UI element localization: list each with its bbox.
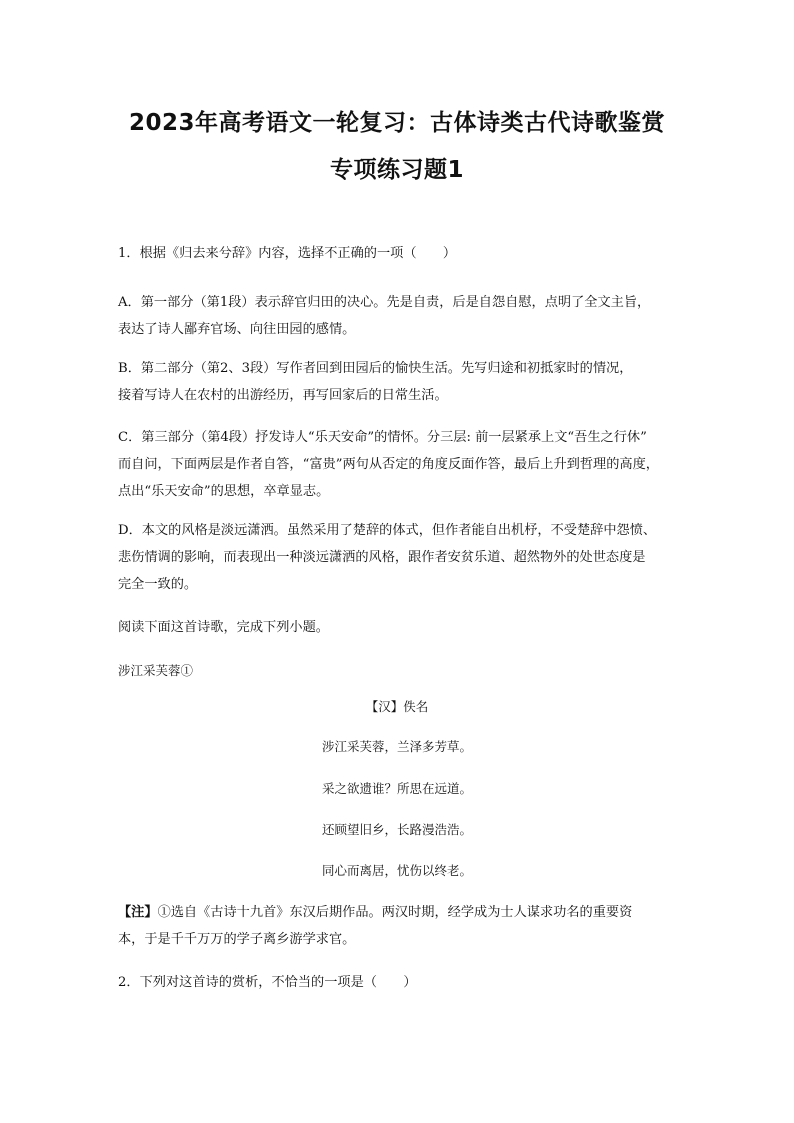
option-b-line: B．第二部分（第2、3段）写作者回到田园后的愉快生活。先写归途和初抵家时的情况， (118, 361, 633, 376)
option-d-line: D．本文的风格是淡远潇洒。虽然采用了楚辞的体式，但作者能自出机杼，不受楚辞中怨愤、 (118, 523, 657, 538)
option-c-line: 而自问，下面两层是作者自答，“富贵”两句从否定的角度反面作答，最后上升到哲理的高度， (118, 457, 659, 472)
option-d-line: 悲伤情调的影响，而表现出一种淡远潇洒的风格，跟作者安贫乐道、超然物外的处世态度是 (118, 550, 646, 565)
option-c-line: 点出“乐天安命”的思想，卒章显志。 (118, 484, 330, 499)
question-2-stem (118, 969, 684, 996)
option-b-line: 接着写诗人在农村的出游经历，再写回家后的日常生活。 (118, 388, 448, 403)
note-line (118, 899, 684, 926)
option-a-line: A．第一部分（第1段）表示辞官归田的决心。先是自责，后是自怨自慰，点明了全文主旨， (118, 295, 651, 310)
question-1-option-a (118, 289, 684, 343)
option-c-line: C．第三部分（第4段）抒发诗人“乐天安命”的情怀。分三层: 前一层紧承上文“吾生之行休” (118, 430, 647, 445)
poem-title-text: 涉江采芙蓉① (118, 663, 194, 678)
note-line: 本，于是千千万万的学子离乡游学求官。 (118, 932, 356, 947)
question-1-stem (118, 240, 684, 267)
poem-line: 同心而离居，忧伤以终老。 (321, 863, 472, 878)
document-title-line-1: 2023年高考语文一轮复习：古体诗类古代诗歌鉴赏 (128, 110, 665, 136)
note-line-text: ①选自《古诗十九首》东汉后期作品。两汉时期，经学成为士人谋求功名的重要资 (157, 905, 633, 920)
poem-line: 还顾望旧乡，长路漫浩浩。 (321, 822, 472, 837)
poem-title (118, 657, 684, 684)
note-label: 【注】 (118, 905, 158, 920)
poem-line: 采之欲遗谁？所思在远道。 (321, 781, 472, 796)
question-1-option-c (118, 424, 684, 505)
question-1-stem-text: 1．根据《归去来兮辞》内容，选择不正确的一项（ ） (118, 246, 457, 261)
poem-author: 【汉】佚名 (365, 699, 429, 714)
document-title-line-2: 专项练习题1 (329, 157, 464, 183)
question-2-stem-text: 2．下列对这首诗的赏析，不恰当的一项是（ ） (118, 975, 417, 990)
question-1-option-b (118, 355, 684, 409)
option-d-line: 完全一致的。 (118, 577, 198, 592)
reading-instruction-text: 阅读下面这首诗歌，完成下列小题。 (118, 620, 329, 635)
poem-note (118, 899, 684, 953)
reading-instruction (118, 614, 684, 641)
poem-line: 涉江采芙蓉，兰泽多芳草。 (321, 739, 472, 754)
option-a-line: 表达了诗人鄙弃官场、向往田园的感情。 (118, 322, 356, 337)
question-1-option-d (118, 517, 684, 598)
